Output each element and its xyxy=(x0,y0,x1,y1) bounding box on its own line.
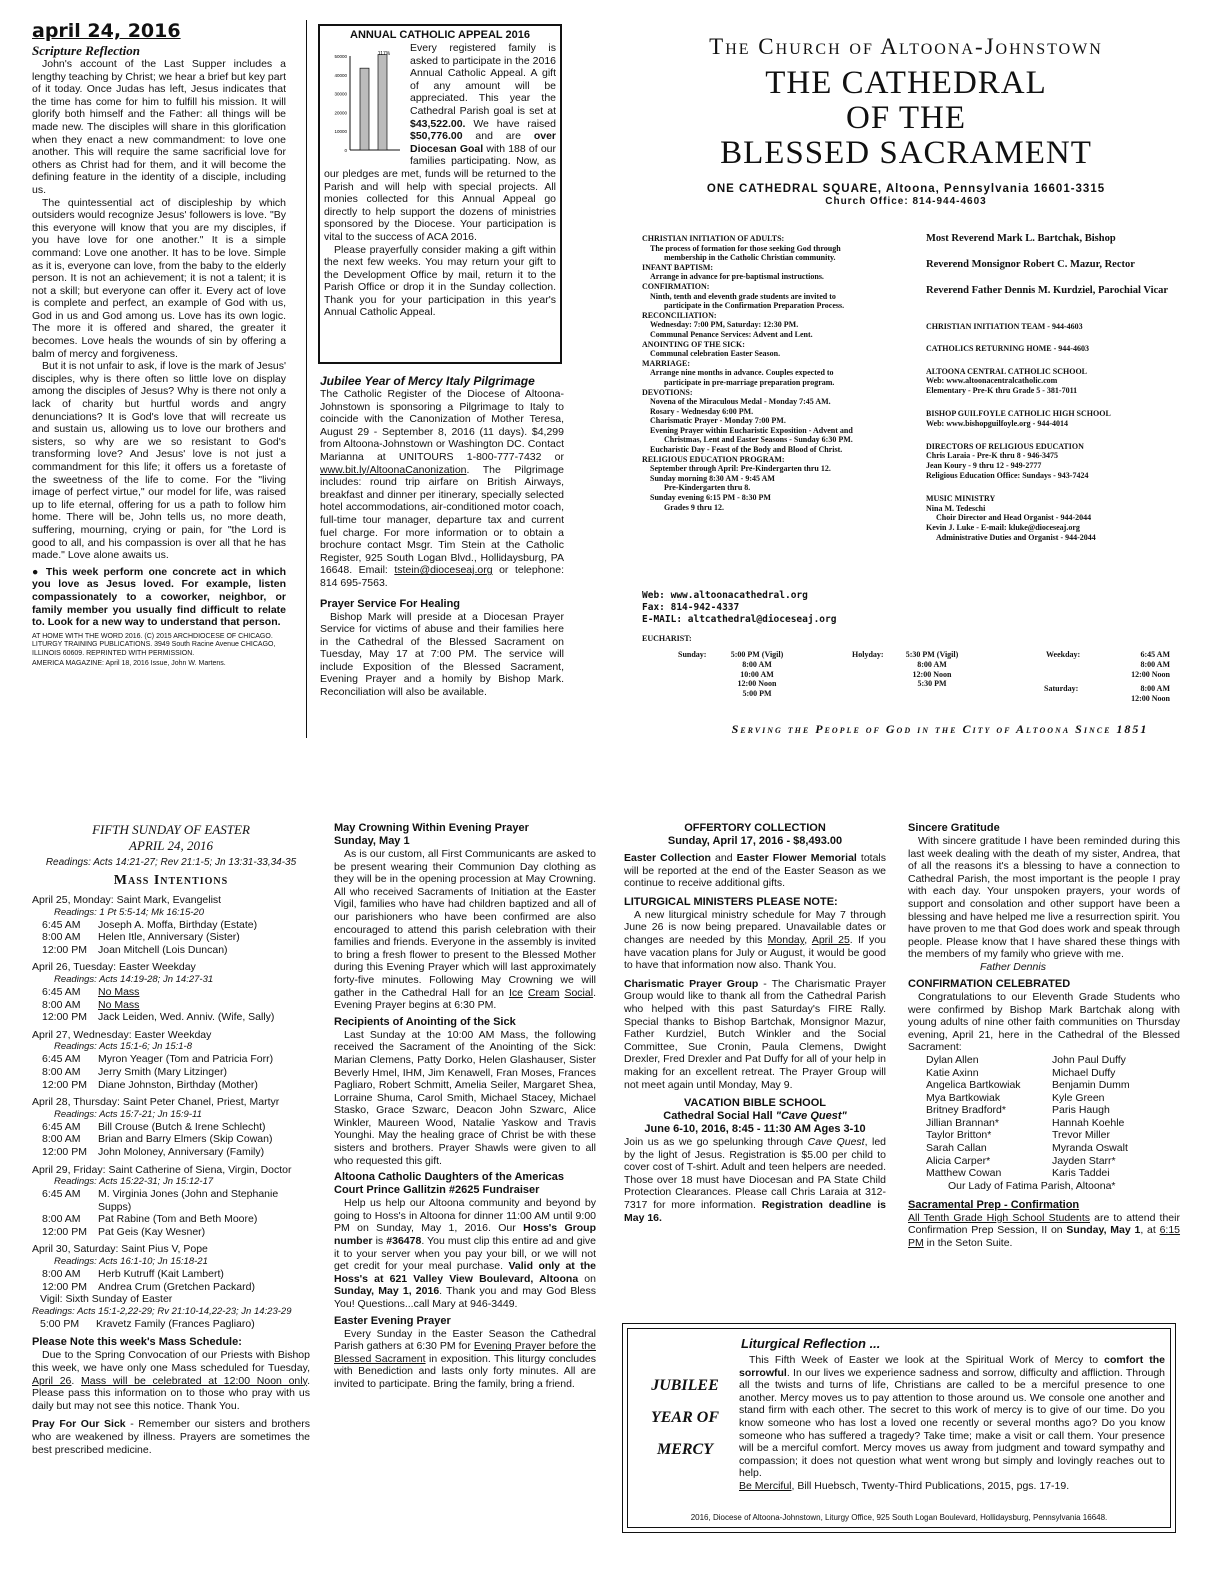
cda-title: Altoona Catholic Daughters of the Americas Court Prince Gallitzin #2625 Fundraiser xyxy=(334,1171,565,1197)
confirmation-title: CONFIRMATION CELEBRATED xyxy=(908,977,1071,990)
sacrament-detail: Evening Prayer within Eucharistic Exposition - Advent and xyxy=(650,425,853,435)
crowning-title: May Crowning Within Evening Prayer xyxy=(334,822,529,834)
serving-tagline: Serving the People of God in the City of Altoona Since 1851 xyxy=(731,722,1149,736)
issue-date: april 24, 2016 xyxy=(32,20,181,42)
sacrament-label: MARRIAGE: xyxy=(642,358,690,368)
chart-tick-label: 10000 xyxy=(334,129,347,135)
mass-intention: Andrea Crum (Gretchen Packard) xyxy=(98,1280,255,1293)
mass-row xyxy=(32,999,310,1012)
jubilee-logo: JUBILEE YEAR OF MERCY xyxy=(650,1377,719,1458)
saturday-times xyxy=(1090,684,1170,704)
reflection-paragraph: But it is not unfair to ask, if love is the mark of Jesus' disciples, why is there often so little love on display among the disciples of Jesus? Why is there not only a lack of charity but hurtful words and angry denunciations? It is God's love that will recreate us and sustain us, allowing us to love our brothers and sisters, so why are we so resistant to God's transforming love? And Jesus' love is not just a commandment for this life; it offers us a foretaste of the sweetness of the life to come. For the "living image of perfect virtue," our model for life, was raised up to life eternal, offering for us a path to follow him home. There will be, John tells us, no more death, suffering, mourning, crying or pain, for "the Lord is good to all, and his compassion is over all that he has made." Love alone awaits us. xyxy=(32,360,286,562)
clergy-list xyxy=(926,232,1216,310)
mass-row xyxy=(32,931,310,944)
sacrament-label: CHRISTIAN INITIATION OF ADULTS: xyxy=(642,234,785,243)
sunday-readings: Readings: Acts 14:21-27; Rev 21:1-5; Jn 13:31-33,34-35 xyxy=(45,857,297,868)
appeal-box xyxy=(318,24,562,364)
mass-time: 12:00 Noon xyxy=(912,669,952,679)
confirmand-name: Jillian Brannan* xyxy=(926,1116,999,1129)
reflection-credit: AT HOME WITH THE WORD 2016. (C) 2015 ARCHDIOCESE OF CHICAGO. LITURGY TRAINING PUBLICATIONS. 3949 South Racine Avenue CHICAGO, ILLINOIS 60609. REPRINTED WITH PERMISSION. xyxy=(32,632,276,657)
confirmand-name: Michael Duffy xyxy=(1052,1066,1116,1079)
scripture-reflection-title: Scripture Reflection xyxy=(32,43,140,58)
mass-time: 12:00 Noon xyxy=(737,679,777,689)
reflection-credit: AMERICA MAGAZINE: April 18, 2016 Issue, John W. Martens. xyxy=(32,659,226,667)
confirmation-footnote: Our Lady of Fatima Parish, Altoona* xyxy=(948,1179,1116,1192)
mass-day-title: April 29, Friday: Saint Catherine of Siena, Virgin, Doctor xyxy=(32,1163,292,1176)
sacrament-detail: Communal celebration Easter Season. xyxy=(650,349,781,359)
sacrament-detail: membership in the Catholic Christian community. xyxy=(664,253,836,263)
mass-time: 8:00 AM xyxy=(42,998,81,1011)
crowning-text: As is our custom, all First Communicants are asked to be present wearing their Communion Day clothing as they will be in the opening procession at May Crowning. All who received Sacraments of Initiation at the Easter Vigil, families who have had children baptized and all of our parishioners who have been confirmed are also encouraged to attend this parish celebration with their families and friends. Everyone in the assembly is invited to bring a fresh flower to present to the Blessed Mother during this Evening Prayer which will last approximately forty-five minutes. Following May Crowning we will gather in the Cathedral Hall for an Ice Cream Social. Evening Prayer begins at 6:30 PM. xyxy=(334,848,596,1012)
sacramental-prep-text: All Tenth Grade High School Students are to attend their Confirmation Prep Session, II on Sunday, May 1, at 6:15 PM in the Seton Suite. xyxy=(908,1211,1181,1250)
appeal-bar-chart xyxy=(324,46,404,158)
confirmand-name: Alicia Carper* xyxy=(926,1154,991,1167)
mass-time: 12:00 PM xyxy=(42,1011,87,1024)
gratitude-title: Sincere Gratitude xyxy=(908,822,1000,834)
church-address: ONE CATHEDRAL SQUARE, Altoona, Pennsylvania 16601-3315 xyxy=(706,183,1106,195)
confirmand-name: Karis Taddei xyxy=(1052,1167,1110,1180)
sacrament-label: INFANT BAPTISM: xyxy=(642,262,714,272)
directory-line: DIRECTORS OF RELIGIOUS EDUCATION xyxy=(926,441,1084,451)
church-phone: Church Office: 814-944-4603 xyxy=(825,196,987,207)
appeal-title: ANNUAL CATHOLIC APPEAL 2016 xyxy=(350,29,530,41)
sacrament-detail: The process of formation for those seeking God through xyxy=(650,243,841,253)
confirmand-name: Kyle Green xyxy=(1052,1091,1105,1104)
mass-time: 8:00 AM xyxy=(742,659,772,669)
mass-day-readings: Readings: Acts 15:1-6; Jn 15:1-8 xyxy=(54,1041,193,1053)
directory-line: Choir Director and Head Organist - 944-2044 xyxy=(936,513,1092,523)
mass-time: 8:00 AM xyxy=(42,931,81,944)
sacrament-detail: Communal Penance Services: Advent and Lent. xyxy=(650,329,813,339)
crowning-date: Sunday, May 1 xyxy=(334,835,410,847)
mass-row xyxy=(32,1226,310,1239)
sacrament-label: CONFIRMATION: xyxy=(642,281,710,291)
mass-time: 8:00 AM xyxy=(1140,684,1170,693)
pray-for-sick: Pray For Our Sick - Remember our sisters and brothers who are weakened by illness. Prayers are sometimes the best prescribed medicine. xyxy=(32,1418,310,1456)
easter-prayer-title: Easter Evening Prayer xyxy=(334,1314,451,1327)
mass-intention: Jerry Smith (Mary Litzinger) xyxy=(98,1065,227,1078)
offertory-column xyxy=(624,822,886,1224)
chart-tick-label: 30000 xyxy=(334,91,347,97)
mass-row xyxy=(32,1121,310,1134)
mass-intention: John Moloney, Anniversary (Family) xyxy=(98,1145,265,1158)
pilgrimage-title: Jubilee Year of Mercy Italy Pilgrimage xyxy=(320,374,535,388)
liturgical-date: APRIL 24, 2016 xyxy=(129,838,213,853)
mass-row: 5:00 PM Kravetz Family (Frances Pagliaro) xyxy=(40,1317,255,1330)
website-link[interactable]: Web: www.altoonacathedral.org xyxy=(642,590,808,601)
mass-time: 12:00 PM xyxy=(42,943,87,956)
vbs-title: VACATION BIBLE SCHOOL xyxy=(684,1097,826,1110)
confirmand-name: Matthew Cowan xyxy=(926,1167,1002,1180)
mass-intentions-heading: Mass Intentions xyxy=(113,873,229,888)
liturgical-reflection-text: This Fifth Week of Easter we look at the Spiritual Work of Mercy to comfort the sorrowful. In our lives we experience sadness and sorrow, difficulty and affliction. Through all the twists and turns of life, Christians are called to be a merciful presence to one another. Mercy moves us to pay attention to those around us. We console one another and stand firm with each other. The secret to this work of mercy is to give of our time. Do you know someone who has lost a loved one recently or several months ago? Do you know someone who has suffered a tragedy? Take time; make a visit or call them. Your presence will be a merciful comfort. Mercy moves us away from judgment and toward sympathy and compassion; it does not question what went wrong but simply and lovingly reaches out to help. xyxy=(739,1354,1165,1480)
mass-intention: Bill Crouse (Butch & Irene Schlecht) xyxy=(98,1120,266,1133)
easter-prayer-text: Every Sunday in the Easter Season the Cathedral Parish gathers at 6:30 PM for Evening Prayer before the Blessed Sacrament in exposition. This liturgy concludes with Benediction and lasts only forty minutes. All are invited to participate. Bring the family, bring a friend. xyxy=(334,1327,596,1390)
gratitude-column xyxy=(908,822,1180,1250)
mass-time: 6:45 AM xyxy=(1140,650,1170,659)
anointing-text: Last Sunday at the 10:00 AM Mass, the following received the Sacrament of the Anointing of the Sick: Marian Clemens, Patty Dorko, Helen Glashauser, Sister Beverly Hmel, IHM, Jim Kenawell, Fran Moses, Frances Pagliaro, Robert Schmitt, Amelia Seiler, Margaret Shea, Lorraine Shuma, Carol Smith, Michael Stacey, Michael Stasko, Grace Szwarc, Deacon John Szwarc, Alice Winkler, Maureen Wood, Natalie Yaskow and Travis Younghi. May the healing grace of Christ be with these sisters and brothers. Prayer Shawls were given to all who requested this gift. xyxy=(334,1028,596,1167)
directory-entry xyxy=(926,494,1216,543)
mass-row xyxy=(32,1268,310,1281)
holyday-times xyxy=(887,650,977,689)
clergy-name: Reverend Monsignor Robert C. Mazur, Rector xyxy=(926,259,1135,270)
mass-time: 6:45 AM xyxy=(42,1053,81,1066)
offertory-text: Easter Collection and Easter Flower Memorial totals will be reported at the end of the Easter Season as we continue to receive additional gifts. xyxy=(624,852,887,890)
mass-row xyxy=(32,944,310,957)
confirmands-list xyxy=(908,1054,1180,1180)
mass-time: 8:00 AM xyxy=(917,659,947,669)
parish-directory xyxy=(926,322,1216,556)
directory-line: Web: www.bishopguilfoyle.org - 944-4014 xyxy=(926,418,1069,428)
sacrament-detail: Grades 9 thru 12. xyxy=(664,502,724,512)
sacraments-list xyxy=(642,234,912,512)
chart-bar xyxy=(360,68,369,150)
appeal-text: Every registered family is asked to participate in the 2016 Annual Catholic Appeal. A gift of any amount will be appreciated. This year the Cathedral Parish goal is set at $43,522.00. We have raised $50,776.00 and are over Diocesan Goal with 188 of our families participating. Now, as our pledges are met, funds will be returned to the Parish and will help with special projects. All monies collected for this Annual Appeal go directly to help support the dozens of ministries sponsored by the Diocese. Your participation is vital to the success of ACA 2016. xyxy=(324,42,556,243)
mass-intention: M. Virginia Jones (John and Stephanie Supps) xyxy=(98,1188,279,1213)
schedule-note-title: Please Note this week's Mass Schedule: xyxy=(32,1336,242,1349)
mass-intention: Pat Geis (Kay Wesner) xyxy=(98,1225,206,1238)
directory-line: CATHOLICS RETURNING HOME - 944-4603 xyxy=(926,343,1089,353)
mass-time: 12:00 PM xyxy=(42,1280,87,1293)
sacramental-prep-title: Sacramental Prep - Confirmation xyxy=(908,1198,1080,1211)
fax-number: Fax: 814-942-4337 xyxy=(642,602,740,613)
sacrament-detail: Arrange in advance for pre-baptismal instructions. xyxy=(650,272,824,282)
sacrament-detail: participate in pre-marriage preparation program. xyxy=(664,377,835,387)
reflection-paragraph: The quintessential act of discipleship by which outsiders would recognize Jesus' followers is love. "By this everyone will know that you are my disciples, if you have love for one another." It is a simple command: Love one another. It has to be love. Simple as it is, everyone can love, from the baby to the elderly person. It is not an achievement; it is not a talent; it is not a skill; but everyone can offer it. Every act of love is complete and perfect, an example of God with us, God in us and God among us. Love has its own logic. The more it is offered and shared, the greater it becomes. Love heals the wounds of sin by offering a balm of mercy and forgiveness. xyxy=(32,196,286,360)
mass-time: 12:00 PM xyxy=(42,1145,87,1158)
mass-day-title: April 27, Wednesday: Easter Weekday xyxy=(32,1028,212,1041)
chart-bar xyxy=(378,55,387,150)
sacrament-detail: Sunday morning 8:30 AM - 9:45 AM xyxy=(650,473,775,483)
directory-line: Nina M. Tedeschi xyxy=(926,503,986,513)
confirmand-name: Jayden Starr* xyxy=(1052,1154,1116,1167)
sacrament-label: RELIGIOUS EDUCATION PROGRAM: xyxy=(642,454,785,464)
sacrament-detail: Pre-Kindergarten thru 8. xyxy=(664,483,751,493)
clergy-name: Reverend Father Dennis M. Kurdziel, Parochial Vicar xyxy=(926,285,1169,296)
pilgrimage-text: The Catholic Register of the Diocese of Altoona-Johnstown is sponsoring a Pilgrimage to Italy to coincide with the Canonization of Mother Teresa, August 29 - September 8, 2016 (11 days). $4,299 from Altoona-Johnstown or Washington DC. Contact Marianna at UNITOURS 1-800-777-7432 or www.bit.ly/AltoonaCanonization. The Pilgrimage includes: round trip airfare on British Airways, breakfast and dinner per itinerary, specially selected hotel accommodations, air-conditioned motor coach, full-time tour manager, departure tax and current fuel charge. For more information or to obtain a brochure contact Msgr. Tim Stein at the Catholic Register, 925 South Logan Blvd., Hollidaysburg, PA 16648. Email: tstein@dioceseaj.org or telephone: 814 695-7563. xyxy=(320,388,564,589)
directory-line: CHRISTIAN INITIATION TEAM - 944-4603 xyxy=(926,322,1083,331)
gratitude-signature: Father Dennis xyxy=(980,960,1046,973)
sacrament-label: DEVOTIONS: xyxy=(642,387,693,397)
directory-line: Elementary - Pre-K thru Grade 5 - 381-7011 xyxy=(926,386,1078,396)
mass-time: 5:30 PM (Vigil) xyxy=(905,650,959,659)
mass-time: 12:00 PM xyxy=(42,1225,87,1238)
eucharist-schedule: Sunday: 5:00 PM (Vigil) 8:00 AM 10:00 AM 12:00 Noon 5:00 PM Holyday: 5:30 PM (Vigil) 8:00 AM 12:00 Noon 5:30 PM Weekday: 6:45 AM 8:00 AM 12:00 Noon Saturday: 8:00 AM 12:00 Noon xyxy=(678,650,1170,703)
mass-time: 8:00 AM xyxy=(42,1268,81,1281)
directory-line: ALTOONA CENTRAL CATHOLIC SCHOOL xyxy=(926,366,1088,376)
mass-time: 8:00 AM xyxy=(42,1213,81,1226)
sacrament-detail: Eucharistic Day - Feast of the Body and Blood of Christ. xyxy=(650,445,843,455)
sacrament-detail: Wednesday: 7:00 PM, Saturday: 12:30 PM. xyxy=(650,320,799,330)
mass-day-readings: Readings: 1 Pt 5:5-14; Mk 16:15-20 xyxy=(54,906,204,918)
mass-time: 5:00 PM xyxy=(742,689,772,699)
mass-day xyxy=(32,1029,310,1091)
liturgical-reflection-footer: 2016, Diocese of Altoona-Johnstown, Liturgy Office, 925 South Logan Boulevard, Hollidaysburg, Pennsylvania 16648. xyxy=(690,1513,1108,1522)
email-link[interactable]: E-MAIL: altcathedral@dioceseaj.org xyxy=(642,614,837,625)
confirmation-text: Congratulations to our Eleventh Grade Students who were confirmed by Bishop Mark Bartchak along with young adults of nine other faith communities on Thursday evening, April 21, here in the Cathedral of the Blessed Sacrament: xyxy=(908,990,1180,1054)
church-name: The Church of Altoona-Johnstown xyxy=(709,34,1103,59)
directory-entry xyxy=(926,442,1216,481)
mass-time: 12:00 PM xyxy=(42,1078,87,1091)
vigil-readings: Readings: Acts 15:1-2,22-29; Rv 21:10-14,22-23; Jn 14:23-29 xyxy=(32,1305,292,1317)
mass-day-title: April 26, Tuesday: Easter Weekday xyxy=(32,961,196,974)
reflection-paragraph: John's account of the Last Supper includes a lengthy teaching by Christ; we hear a brief but key part of it today. Once Judas has left, Jesus indicates that the time has come for him to fulfill his mission. It will glorify both himself and the Father: all things will be made new. The disciples will share in this glorification when they enact a new commandment: to love one another. This will require the same sacrificial love for others as Christ had for them, and it will become the defining feature in the identity of a disciple, including us. xyxy=(32,58,286,196)
anointing-title: Recipients of Anointing of the Sick xyxy=(334,1015,516,1028)
directory-entry xyxy=(926,409,1216,429)
ministers-text: A new liturgical ministry schedule for May 7 through June 26 is now being prepared. Unavailable dates or changes are needed by this Monday, April 25. If you have vacation plans for July or August, it would be good to have that information now also. Thank You. xyxy=(624,908,886,972)
bullet-icon: ● xyxy=(32,565,46,578)
chart-tick-label: 40000 xyxy=(334,72,347,78)
confirmand-name: Mya Bartkowiak xyxy=(926,1091,1001,1104)
pilgrimage-email-link[interactable]: tstein@dioceseaj.org xyxy=(394,564,493,577)
liturgical-reflection-box xyxy=(622,1323,1176,1533)
vbs-dates: June 6-10, 2016, 8:45 - 11:30 AM Ages 3-10 xyxy=(644,1123,866,1136)
mass-day-title: April 30, Saturday: Saint Pius V, Pope xyxy=(32,1243,208,1256)
pilgrimage-link[interactable]: www.bit.ly/AltoonaCanonization xyxy=(320,463,467,476)
confirmand-name: Hannah Koehle xyxy=(1052,1116,1125,1129)
confirmand-name: Angelica Bartkowiak xyxy=(926,1079,1021,1092)
confirmand-name: Myranda Oswalt xyxy=(1052,1142,1128,1155)
directory-line: BISHOP GUILFOYLE CATHOLIC HIGH SCHOOL xyxy=(926,408,1111,418)
directory-line: MUSIC MINISTRY xyxy=(926,493,996,503)
liturgical-reflection-content xyxy=(739,1336,1165,1493)
sacrament-label: RECONCILIATION: xyxy=(642,310,717,320)
mass-row xyxy=(32,1079,310,1092)
appeal-text-2: Please prayerfully consider making a gift within the next few weeks. You may return your gift to the Development Office by mail, return it to the Parish Office or drop it in the Sunday collection. Thank you for your participation in this year's Annual Catholic Appeal. xyxy=(324,243,556,319)
offertory-amount: Sunday, April 17, 2016 - $8,493.00 xyxy=(667,835,843,847)
mass-day xyxy=(32,961,310,1023)
chart-tick-label: 20000 xyxy=(334,110,347,116)
liturgical-reflection-citation: Be Merciful, Bill Huebsch, Twenty-Third Publications, 2015, pgs. 17-19. xyxy=(739,1479,1070,1492)
sacrament-label: ANOINTING OF THE SICK: xyxy=(642,339,745,349)
mass-days-list xyxy=(32,894,310,1293)
directory-line: Religious Education Office: Sundays - 943-7424 xyxy=(926,470,1089,480)
ministers-title: LITURGICAL MINISTERS PLEASE NOTE: xyxy=(624,895,838,908)
confirmand-name: Britney Bradford* xyxy=(926,1104,1006,1117)
mass-intention: No Mass xyxy=(98,985,140,998)
directory-line: Kevin J. Luke - E-mail: kluke@dioceseaj.org xyxy=(926,523,1080,533)
sunday-times xyxy=(712,650,802,699)
directory-line: Web: www.altoonacentralcatholic.com xyxy=(926,376,1058,386)
sacrament-detail: September through April: Pre-Kindergarten thru 12. xyxy=(650,464,831,474)
announcements-column xyxy=(334,822,596,1391)
mass-intention: Pat Rabine (Tom and Beth Moore) xyxy=(98,1213,258,1226)
gratitude-text: With sincere gratitude I have been reminded during this last week dealing with the death of my sister, Andrea, that of all the reasons it's a blessing to have a connection to Cathedral Parish, the most important is the people I pray with each day. Your unspoken prayers, your words of support and consolation and other support have been a blessing and have helped me live a resurrection spirit. You have proven to me that God does work and speak through people. Please know that I have shared these things with the members of my family who grieve with me. xyxy=(908,835,1180,961)
mass-time: 12:00 Noon xyxy=(1131,669,1170,679)
mass-intention: Herb Kutruff (Kait Lambert) xyxy=(98,1268,224,1281)
cathedral-title: THE CATHEDRAL OF THE BLESSED SACRAMENT xyxy=(720,65,1092,171)
eucharist-label: EUCHARIST: xyxy=(642,634,692,643)
mass-intention: Jack Leiden, Wed. Anniv. (Wife, Sally) xyxy=(98,1011,275,1024)
mass-day xyxy=(32,1096,310,1158)
confirmand-name: John Paul Duffy xyxy=(1052,1053,1126,1066)
mass-time: 6:45 AM xyxy=(42,1188,81,1201)
sacrament-detail: Arrange nine months in advance. Couples expected to xyxy=(650,368,834,378)
pilgrimage-section xyxy=(320,374,564,699)
directory-entry xyxy=(926,367,1216,396)
mass-day-title: April 28, Thursday: Saint Peter Chanel, Priest, Martyr xyxy=(32,1096,280,1109)
mass-row xyxy=(32,1188,310,1213)
mass-day-readings: Readings: Acts 15:22-31; Jn 15:12-17 xyxy=(54,1176,214,1188)
mass-time: 6:45 AM xyxy=(42,1120,81,1133)
mass-time: 6:45 AM xyxy=(42,918,81,931)
mass-row xyxy=(32,1213,310,1226)
sacrament-detail: Christmas, Lent and Easter Seasons - Sunday 6:30 PM. xyxy=(664,435,853,445)
scripture-column xyxy=(32,20,286,668)
directory-line: Administrative Duties and Organist - 944-2044 xyxy=(936,532,1096,542)
mass-row xyxy=(32,1281,310,1294)
mass-day xyxy=(32,1243,310,1293)
mass-row xyxy=(32,1066,310,1079)
mass-time: 8:00 AM xyxy=(42,1133,81,1146)
sacrament-detail: Ninth, tenth and eleventh grade students are invited to xyxy=(650,291,836,301)
mass-time: 8:00 AM xyxy=(42,1065,81,1078)
mass-intentions-column xyxy=(32,822,310,1456)
confirmand-name: Katie Axinn xyxy=(926,1066,979,1079)
mass-day xyxy=(32,1164,310,1239)
column-divider xyxy=(306,20,307,738)
mass-day-readings: Readings: Acts 14:19-28; Jn 14:27-31 xyxy=(54,973,214,985)
vbs-location: Cathedral Social Hall "Cave Quest" xyxy=(663,1110,847,1123)
sacrament-detail: Rosary - Wednesday 6:00 PM. xyxy=(650,406,754,416)
chart-tick-label: 50000 xyxy=(334,54,347,59)
directory-line: Jean Koury - 9 thru 12 - 949-2777 xyxy=(926,461,1042,471)
mass-intention: No Mass xyxy=(98,998,140,1011)
liturgical-day: FIFTH SUNDAY OF EASTER xyxy=(92,822,250,837)
mass-intention: Joseph A. Moffa, Birthday (Estate) xyxy=(98,918,258,931)
mass-intention: Helen Itle, Anniversary (Sister) xyxy=(98,931,240,944)
mass-intention: Myron Yeager (Tom and Patricia Forr) xyxy=(98,1053,274,1066)
confirmand-name: Sarah Callan xyxy=(926,1142,987,1155)
contact-info xyxy=(642,590,836,626)
vigil-day: Vigil: Sixth Sunday of Easter xyxy=(40,1293,173,1306)
directory-line: Chris Laraia - Pre-K thru 8 - 946-3475 xyxy=(926,451,1059,461)
mass-row xyxy=(32,919,310,932)
liturgical-reflection-title: Liturgical Reflection ... xyxy=(741,1336,881,1351)
weekday-times xyxy=(1090,650,1170,679)
chart-tick-label: 0 xyxy=(344,148,347,153)
sacrament-detail: participate in the Confirmation Preparation Process. xyxy=(664,301,845,311)
mass-day-title: April 25, Monday: Saint Mark, Evangelist xyxy=(32,894,222,906)
confirmand-name: Paris Haugh xyxy=(1052,1104,1110,1117)
schedule-note-text: Due to the Spring Convocation of our Priests with Bishop this week, we have only one Mass scheduled for Tuesday, April 26. Mass will be celebrated at 12:00 Noon only. Please pass this information on to those who pray with us daily but may not see this notice. Thank You. xyxy=(32,1349,310,1412)
mass-day xyxy=(32,894,310,956)
mass-row xyxy=(32,1053,310,1066)
mass-row xyxy=(32,1146,310,1159)
vbs-text: Join us as we go spelunking through Cave Quest, led by the light of Jesus. Registration is $5.00 per child to cover cost of T-shirt. Adult and teen helpers are needed. Those over 18 must have Diocesan and PA State Child Protection Clearances. Please call Chris Laraia at 312-7317 for more information. Registration deadline is May 16. xyxy=(624,1136,887,1224)
mass-time: 6:45 AM xyxy=(42,985,81,998)
sacrament-detail: Charismatic Prayer - Monday 7:00 PM. xyxy=(650,416,786,426)
confirmand-name: Trevor Miller xyxy=(1052,1129,1110,1142)
mass-time: 5:00 PM (Vigil) xyxy=(730,650,784,659)
directory-entry xyxy=(926,322,1216,332)
prayer-service-title: Prayer Service For Healing xyxy=(320,597,461,610)
confirmand-name: Benjamin Dumm xyxy=(1052,1079,1130,1092)
mass-intention: Joan Mitchell (Lois Duncan) xyxy=(98,943,228,956)
mass-row xyxy=(32,1133,310,1146)
mass-intention: Brian and Barry Elmers (Skip Cowan) xyxy=(98,1133,273,1146)
chart-annotation: 117% xyxy=(377,51,391,57)
sacrament-detail: Novena of the Miraculous Medal - Monday 7:45 AM. xyxy=(650,397,831,407)
prayer-service-text: Bishop Mark will preside at a Diocesan Prayer Service for victims of abuse and their families here in the Cathedral of the Blessed Sacrament on Tuesday, May 17 at 7:00 PM. The service will include Exposition of the Blessed Sacrament, Evening Prayer and a homily by Bishop Mark. Reconciliation will also be available. xyxy=(320,610,564,699)
offertory-title: OFFERTORY COLLECTION xyxy=(684,822,826,834)
mass-intention: Diane Johnston, Birthday (Mother) xyxy=(98,1078,258,1091)
mass-day-readings: Readings: Acts 15:7-21; Jn 15:9-11 xyxy=(54,1108,202,1120)
mass-row xyxy=(32,986,310,999)
mass-time: 10:00 AM xyxy=(740,669,774,679)
mass-time: 8:00 AM xyxy=(1140,659,1170,669)
mass-row xyxy=(32,1011,310,1024)
reflection-action-item: ● This week perform one concrete act in which you love as Jesus loved. For example, listen compassionately to a coworker, neighbor, or family member you usually find difficult to relate to. Look for a new way to understand that person. xyxy=(32,565,286,629)
church-header xyxy=(596,34,1216,207)
sacrament-detail: Sunday evening 6:15 PM - 8:30 PM xyxy=(650,493,771,503)
charismatic-text: Charismatic Prayer Group - The Charismatic Prayer Group would like to thank all from the Cathedral Parish who helped with this past Saturday's FIRE Rally. Special thanks to Bishop Bartchak, Monsignor Mazur, Father Kurdziel, Butch Winkler and the Social Committee, Sue Cronin, Paula Clemens, Dwight Drexler, Fred Drexler and Pat Duffy for all of your help in making for an excellent retreat. The Prayer Group will not meet again until Monday, May 9. xyxy=(624,977,886,1091)
directory-entry xyxy=(926,344,1216,354)
confirmand-name: Dylan Allen xyxy=(926,1053,979,1066)
cda-text: Help us help our Altoona community and beyond by going to Hoss's in Altoona for dinner 11:00 AM until 9:00 PM on Sunday, May 1, 2016. Our Hoss's Group number is #36478. You must clip this entire ad and give it to your server when you pay your bill, or we will not get credit for your meal purchase. Valid only at the Hoss's at 621 Valley View Boulevard, Altoona on Sunday, May 1, 2016. Thank you and may God Bless You! Questions...call Mary at 946-3449. xyxy=(334,1197,596,1310)
confirmand-name: Taylor Britton* xyxy=(926,1129,992,1142)
mass-day-readings: Readings: Acts 16:1-10; Jn 15:18-21 xyxy=(54,1256,208,1268)
mass-time: 12:00 Noon xyxy=(1131,693,1170,703)
clergy-name: Most Reverend Mark L. Bartchak, Bishop xyxy=(926,233,1116,244)
mass-time: 5:30 PM xyxy=(917,679,947,689)
